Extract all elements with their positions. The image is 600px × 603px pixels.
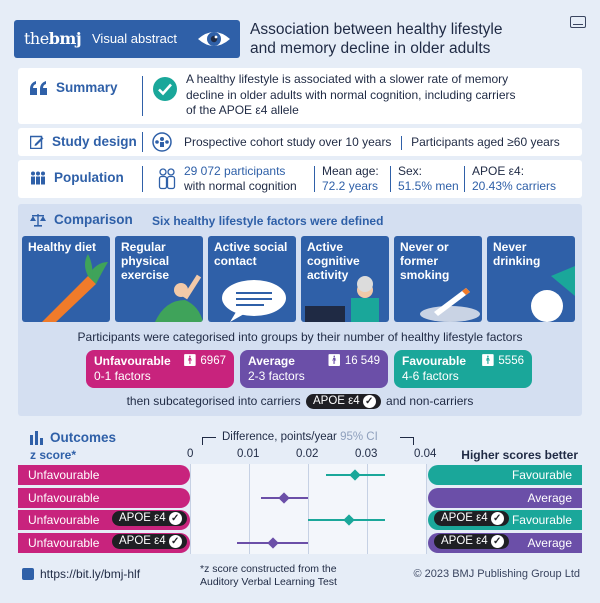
apoe-pill: APOE ε4 ✓: [434, 511, 509, 526]
row-right-text: Average: [527, 535, 572, 550]
row-left-label: [18, 488, 190, 508]
footer-link[interactable]: https://bit.ly/bmj-hlf: [22, 567, 140, 581]
group-unfavourable: Unfavourable 0-1 factors 🚹︎ 6967: [86, 350, 234, 388]
group-count: 🚹︎ 16 549: [327, 355, 380, 367]
row-right-label: [428, 510, 582, 530]
apoe-pill: APOE ε4 ✓: [306, 394, 381, 409]
divider: [390, 166, 391, 192]
higher-better-label: Higher scores better: [461, 448, 578, 462]
pencil-icon: [30, 135, 44, 149]
row-left-text: Unfavourable: [28, 513, 100, 527]
age-cell: Mean age: 72.2 years: [322, 164, 379, 193]
check-icon: ✓: [491, 512, 504, 525]
subcategorised-text: then subcategorised into carriers APOE ε4 ✓ and non-carriers: [126, 394, 474, 408]
expand-icon[interactable]: [570, 16, 586, 28]
factor-card-smoking: Never or former smoking: [394, 236, 482, 322]
population-row: [18, 160, 582, 198]
brand-label: Visual abstract: [92, 31, 178, 46]
zscore-label: z score*: [30, 448, 77, 462]
check-icon: ✓: [491, 535, 504, 548]
categorised-text: Participants were categorised into groups by their number of healthy lifestyle factors: [77, 330, 523, 344]
factor-card-cognitive: Active cognitive activity: [301, 236, 389, 322]
factor-card-social: Active social contact: [208, 236, 296, 322]
outcomes-label: Outcomes: [30, 430, 116, 445]
eye-icon: [196, 25, 232, 53]
person-icon: 🚹︎: [327, 355, 342, 367]
row-right-label: [428, 465, 582, 485]
check-icon: [153, 77, 177, 101]
group-count: 🚹︎ 5556: [480, 355, 524, 367]
comparison-section: [18, 204, 582, 416]
person-icon: 🚹︎: [480, 355, 496, 367]
tick-label: 0.02: [296, 448, 319, 460]
group-favourable: Favourable 4-6 factors 🚹︎ 5556: [394, 350, 532, 388]
person-pair-icon: [156, 168, 178, 190]
apoe-pill: APOE ε4 ✓: [112, 534, 187, 549]
brand-banner: [14, 20, 240, 58]
tick-label: 0: [187, 448, 194, 460]
row-right-label: [428, 488, 582, 508]
tick-label: 0.04: [414, 448, 437, 460]
row-right-text: Favourable: [511, 468, 572, 482]
tick-label: 0.03: [355, 448, 378, 460]
copyright: © 2023 BMJ Publishing Group Ltd: [413, 568, 580, 580]
apoe-cell: APOE ε4: 20.43% carriers: [472, 164, 557, 193]
row-right-text: Favourable: [511, 513, 572, 527]
row-left-text: Unfavourable: [28, 468, 100, 482]
bmj-logo: thebmj: [24, 29, 82, 48]
group-average: Average 2-3 factors 🚹︎ 16 549: [240, 350, 388, 388]
row-left-label: [18, 465, 190, 485]
divider: [142, 76, 143, 116]
summary-row: [18, 68, 582, 124]
row-left-text: Unfavourable: [28, 535, 100, 550]
apoe-pill: APOE ε4 ✓: [434, 534, 509, 549]
study-design-label: Study design: [30, 134, 137, 149]
check-icon: ✓: [169, 535, 182, 548]
person-icon: 🚹︎: [182, 355, 198, 367]
row-left-label: [18, 510, 190, 530]
scales-icon: [30, 213, 46, 227]
group-count: 🚹︎ 6967: [182, 355, 226, 367]
sex-cell: Sex: 51.5% men: [398, 164, 459, 193]
axis-bracket-left: [202, 437, 216, 445]
check-icon: ✓: [169, 512, 182, 525]
row-right-text: Average: [527, 490, 572, 505]
axis-bracket-right: [400, 437, 414, 445]
group-icon: [151, 132, 173, 152]
comparison-subtitle: Six healthy lifestyle factors were defined: [152, 214, 384, 228]
quote-icon: [30, 81, 48, 95]
outcome-row: [18, 510, 582, 530]
factor-card-exercise: Regular physical exercise: [115, 236, 203, 322]
row-right-label: [428, 533, 582, 553]
tick-label: 0.01: [237, 448, 260, 460]
header: [14, 14, 588, 64]
row-left-text: Unfavourable: [28, 490, 100, 505]
footnote: *z score constructed from the Auditory Verbal Learning Test: [200, 563, 337, 588]
population-label: Population: [30, 170, 124, 185]
people-icon: [30, 171, 46, 185]
apoe-pill: APOE ε4 ✓: [112, 511, 187, 526]
divider: [464, 166, 465, 192]
row-left-label: [18, 533, 190, 553]
summary-label: Summary: [30, 80, 118, 95]
axis-title: Difference, points/year 95% CI: [222, 431, 378, 443]
divider: [142, 132, 143, 152]
summary-text: A healthy lifestyle is associated with a slower rate of memory decline in older adults with normal cognition, including carriers of the APOE ε4 allele: [186, 72, 516, 117]
check-icon: ✓: [363, 395, 376, 408]
page-title: Association between healthy lifestyle and memory decline in older adults: [250, 21, 503, 57]
outcome-row: [18, 465, 582, 485]
link-icon: [22, 568, 34, 580]
divider: [142, 166, 143, 192]
factor-card-diet: Healthy diet: [22, 236, 110, 322]
participants-cell: 29 072 participants with normal cognition: [184, 164, 297, 193]
divider: [314, 166, 315, 192]
factor-card-drinking: Never drinking: [487, 236, 575, 322]
study-design-row: [18, 128, 582, 156]
comparison-label: Comparison: [30, 212, 133, 227]
bar-chart-icon: [30, 431, 44, 445]
study-design-text: Prospective cohort study over 10 years Participants aged ≥60 years: [184, 135, 560, 149]
